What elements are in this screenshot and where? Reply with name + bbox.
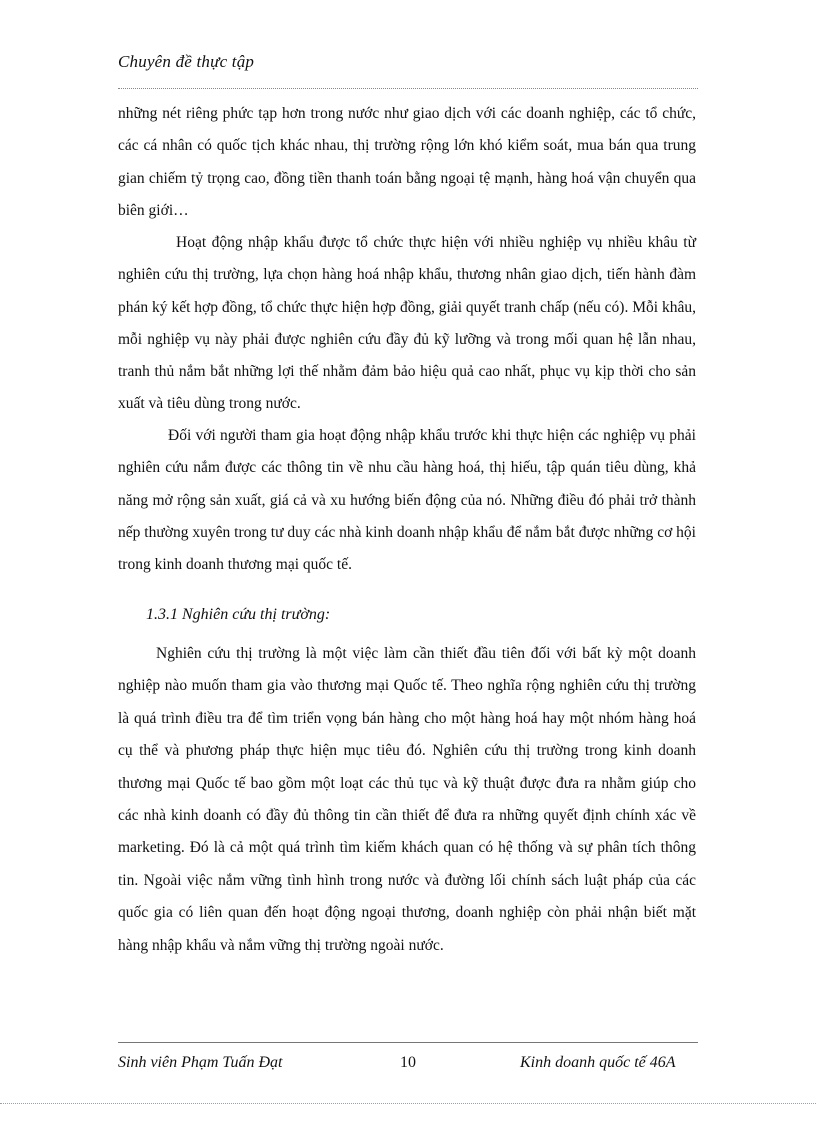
header-divider xyxy=(118,88,698,89)
footer-author: Sinh viên Phạm Tuấn Đạt xyxy=(118,1054,283,1071)
section-heading: 1.3.1 Nghiên cứu thị trường: xyxy=(146,606,331,623)
page-number: 10 xyxy=(400,1054,416,1071)
page-bottom-border xyxy=(0,1103,816,1104)
paragraph-1: những nét riêng phức tạp hơn trong nước như giao dịch với các doanh nghiệp, các tổ chức, các cá nhân có quốc tịch khác nhau, thị trường rộng lớn khó kiểm soát, mua bán qua trung gian chiếm tỷ trọng cao, đồng tiền thanh toán bằng ngoại tệ mạnh, hàng hoá vận chuyển qua biên giới… xyxy=(118,105,696,219)
section-paragraph: Nghiên cứu thị trường là một việc làm cần thiết đầu tiên đối với bất kỳ một doanh nghiệp nào muốn tham gia vào thương mại Quốc tế. Theo nghĩa rộng nghiên cứu thị trường là quá trình điều tra để tìm triển vọng bán hàng cho một hàng hoá hay một nhóm hàng hoá cụ thể và phương pháp thực hiện mục tiêu đó. Nghiên cứu thị trường trong kinh doanh thương mại Quốc tế bao gồm một loạt các thủ tục và kỹ thuật được đưa ra nhằm giúp cho các nhà kinh doanh có đầy đủ thông tin cần thiết để đưa ra những quyết định chính xác về marketing. Đó là cả một quá trình tìm kiếm khách quan có hệ thống và sự phân tích thông tin. Ngoài việc nắm vững tình hình trong nước và đường lối chính sách luật pháp của các quốc gia có liên quan đến hoạt động ngoại thương, doanh nghiệp còn phải nhận biết mặt hàng nhập khẩu và nắm vững thị trường ngoài nước. xyxy=(118,645,696,954)
footer-class: Kinh doanh quốc tế 46A xyxy=(520,1054,676,1071)
header-title: Chuyên đề thực tập xyxy=(118,52,255,71)
paragraph-2: Hoạt động nhập khẩu được tổ chức thực hiện với nhiều nghiệp vụ nhiều khâu từ nghiên cứu thị trường, lựa chọn hàng hoá nhập khẩu, thương nhân giao dịch, tiến hành đàm phán ký kết hợp đồng, tổ chức thực hiện hợp đồng, giải quyết tranh chấp (nếu có). Mỗi khâu, mỗi nghiệp vụ này phải được nghiên cứu đầy đủ kỹ lưỡng và trong mối quan hệ lẫn nhau, tranh thủ nắm bắt những lợi thế nhằm đảm bảo hiệu quả cao nhất, phục vụ kịp thời cho sản xuất và tiêu dùng trong nước. xyxy=(118,234,696,413)
footer-divider xyxy=(118,1042,698,1043)
paragraph-3: Đối với người tham gia hoạt động nhập khẩu trước khi thực hiện các nghiệp vụ phải nghiên cứu nắm được các thông tin về nhu cầu hàng hoá, thị hiếu, tập quán tiêu dùng, khả năng mở rộng sản xuất, giá cả và xu hướng biến động của nó. Những điều đó phải trở thành nếp thường xuyên trong tư duy các nhà kinh doanh nhập khẩu để nắm bắt được những cơ hội trong kinh doanh thương mại quốc tế. xyxy=(118,427,696,574)
